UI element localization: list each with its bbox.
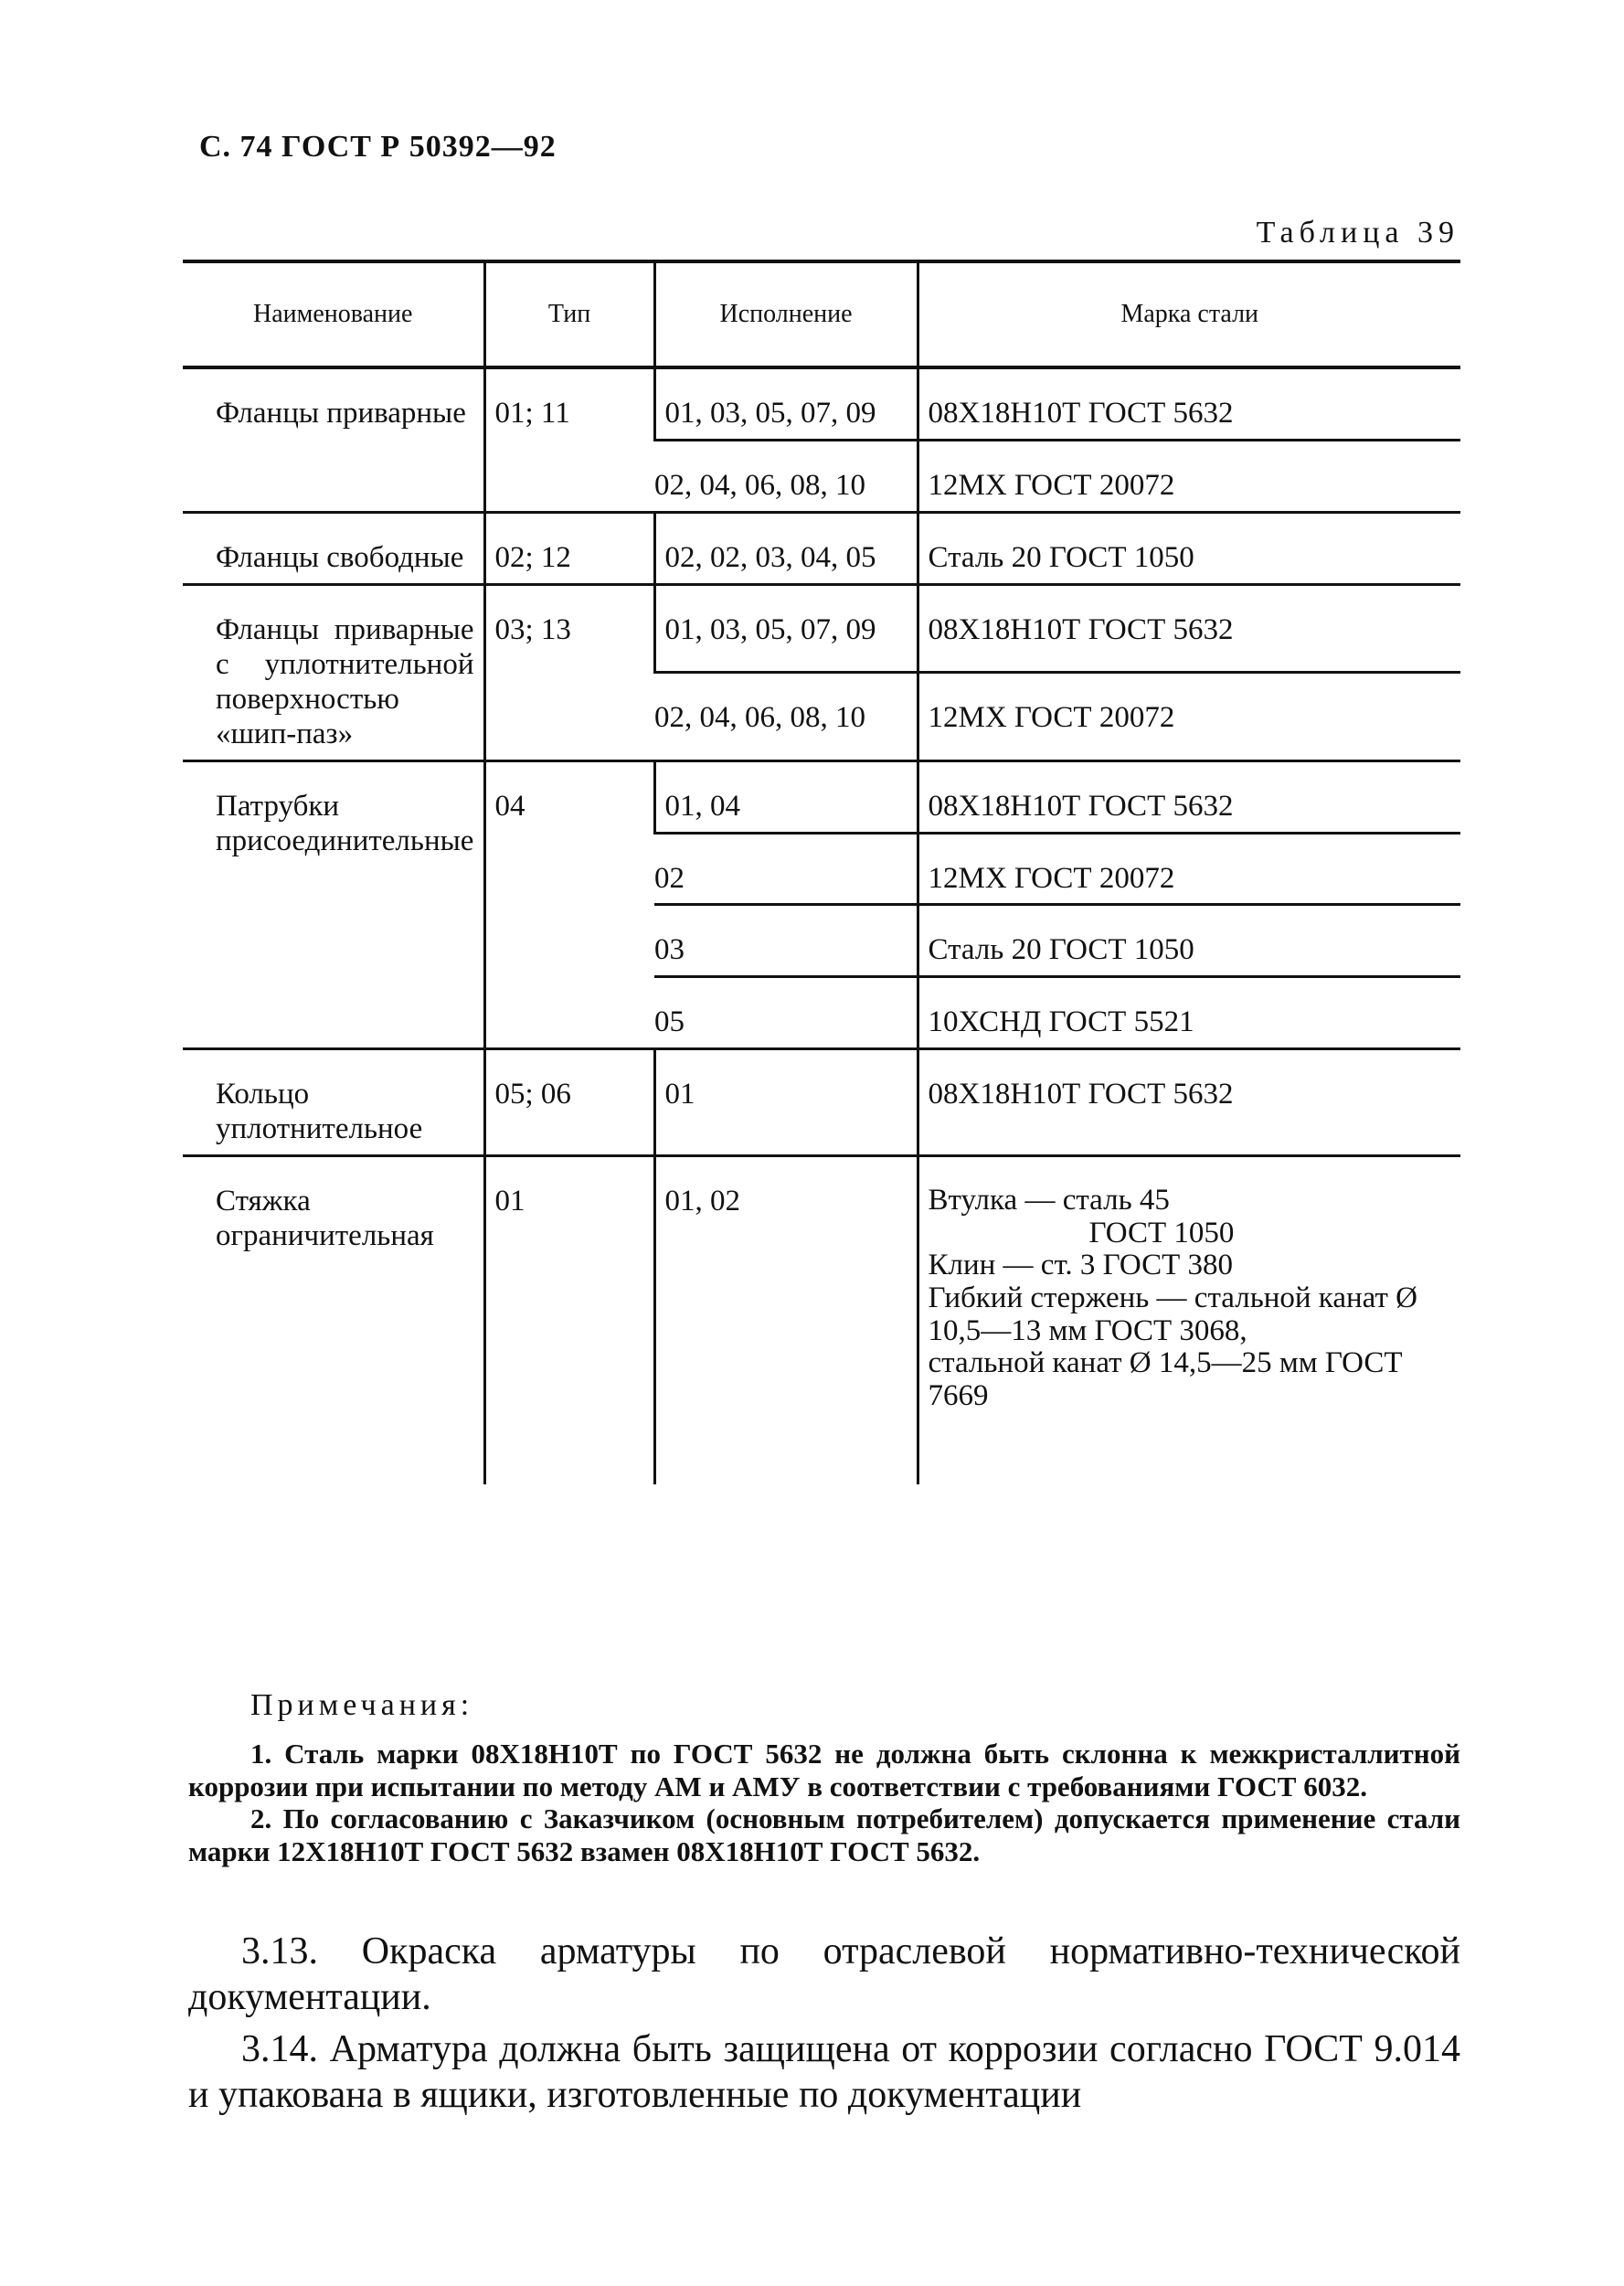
note-item: 2. По согласованию с Заказчиком (основным потребителем) допускается применение стали марки 12Х18Н10Т ГОСТ 5632 взамен 08Х18Н10Т ГОСТ 5632. [188, 1802, 1460, 1868]
cell-steel-grade: 08Х18Н10Т ГОСТ 5632 [918, 584, 1460, 672]
cell-execution: 01, 03, 05, 07, 09 [654, 584, 918, 672]
cell-name: Фланцы свободные [183, 512, 484, 584]
column-header-execution: Исполнение [654, 261, 918, 367]
cell-name: Стяжка ограничительная [216, 1185, 434, 1253]
cell-steel-grade: 08Х18Н10Т ГОСТ 5632 [918, 760, 1460, 833]
cell-steel-grade: Сталь 20 ГОСТ 1050 [918, 512, 1460, 584]
column-header-type: Тип [484, 261, 654, 367]
cell-execution: 05 [654, 977, 918, 1049]
cell-execution: 02, 02, 03, 04, 05 [654, 512, 918, 584]
cell-steel-grade: 08Х18Н10Т ГОСТ 5632 [918, 1049, 1460, 1156]
table-row [183, 512, 1460, 584]
steel-line: Гибкий стержень — стальной канат Ø 10,5—13 мм ГОСТ 3068, [928, 1281, 1417, 1347]
cell-steel-grade: 10ХСНД ГОСТ 5521 [918, 977, 1460, 1049]
cell-execution: 01, 04 [654, 760, 918, 833]
paragraph: 3.14. Арматура должна быть защищена от коррозии согласно ГОСТ 9.014 и упакована в ящики, изготовленные по документации [188, 2027, 1460, 2117]
column-header-steel-grade: Марка стали [918, 261, 1460, 367]
cell-type: 04 [484, 760, 654, 1049]
cell-steel-grade: 12МХ ГОСТ 20072 [918, 673, 1460, 760]
page-header: С. 74 ГОСТ Р 50392—92 [199, 130, 557, 164]
cell-type: 01; 11 [484, 367, 654, 512]
cell-execution: 03 [654, 905, 918, 977]
table-row [183, 1049, 1460, 1156]
cell-type: 05; 06 [484, 1049, 654, 1156]
cell-steel-grade: Сталь 20 ГОСТ 1050 [918, 905, 1460, 977]
cell-steel-grade: 08Х18Н10Т ГОСТ 5632 [918, 367, 1460, 440]
cell-execution: 02, 04, 06, 08, 10 [654, 440, 918, 512]
steel-line: стальной канат Ø 14,5—25 мм ГОСТ 7669 [928, 1346, 1403, 1412]
column-header-name: Наименование [183, 261, 484, 367]
cell-type: 01 [484, 1156, 654, 1484]
cell-steel-grade [918, 1156, 1460, 1484]
steel-grade-table [183, 260, 1460, 1484]
cell-execution: 01, 03, 05, 07, 09 [654, 367, 918, 440]
table-row [183, 760, 1460, 833]
cell-execution: 01 [654, 1049, 918, 1156]
note-item: 1. Сталь марки 08Х18Н10Т по ГОСТ 5632 не должна быть склонна к межкристаллитной коррозии при испытании по методу АМ и АМУ в соответствии с требованиями ГОСТ 6032. [188, 1738, 1460, 1802]
cell-execution: 01, 02 [654, 1156, 918, 1484]
table-caption: Таблица 39 [1256, 216, 1459, 250]
cell-steel-grade: 12МХ ГОСТ 20072 [918, 440, 1460, 512]
table-row [183, 367, 1460, 440]
table-row [183, 1156, 1460, 1484]
steel-line: ГОСТ 1050 [1088, 1216, 1235, 1249]
cell-name: Патрубки присоединительные [183, 760, 484, 1049]
steel-line: Втулка — сталь 45 [928, 1184, 1170, 1217]
notes-section [188, 1687, 1460, 1868]
cell-steel-grade: 12МХ ГОСТ 20072 [918, 833, 1460, 905]
cell-execution: 02 [654, 833, 918, 905]
cell-name: Фланцы приварные [183, 367, 484, 512]
body-text [188, 1929, 1460, 2124]
cell-type: 02; 12 [484, 512, 654, 584]
cell-name: Кольцо уплотнительное [183, 1049, 484, 1156]
cell-execution: 02, 04, 06, 08, 10 [654, 673, 918, 760]
notes-title: Примечания: [250, 1688, 474, 1722]
table-row [183, 584, 1460, 672]
cell-type: 03; 13 [484, 584, 654, 760]
steel-line: Клин — ст. 3 ГОСТ 380 [928, 1249, 1234, 1282]
paragraph: 3.13. Окраска арматуры по отраслевой нормативно-технической документации. [188, 1930, 1460, 2019]
cell-name: Фланцы приварные с уплотнительной поверхностью «шип-паз» [183, 584, 484, 760]
